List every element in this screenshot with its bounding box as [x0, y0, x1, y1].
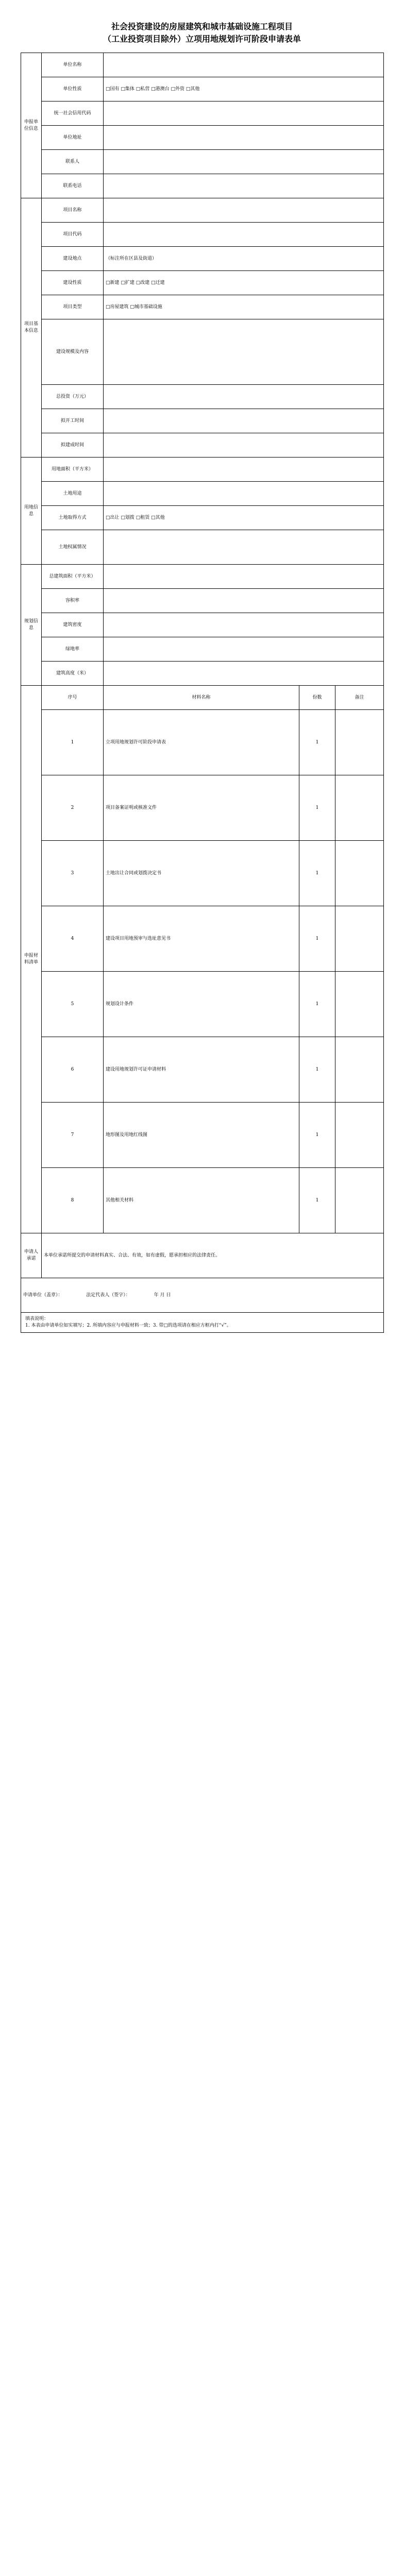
material-note[interactable] — [335, 1103, 384, 1168]
unit-field-label: 单位名称 — [42, 53, 104, 77]
applicant-seal-label: 申请单位（盖章）： — [23, 1292, 63, 1298]
materials-group: 申报材料清单 — [21, 686, 42, 1233]
material-no: 2 — [42, 775, 104, 841]
material-note[interactable] — [335, 710, 384, 775]
material-name: 其他相关材料 — [104, 1168, 299, 1233]
project-field-label: 项目名称 — [42, 198, 104, 223]
land-field-value[interactable] — [104, 482, 384, 506]
material-no: 4 — [42, 906, 104, 972]
land-field-label: 土地权属情况 — [42, 530, 104, 565]
materials-header-name: 材料名称 — [104, 686, 299, 710]
land-field-value[interactable]: □出让 □划拨 □租赁 □其他 — [104, 506, 384, 530]
plan-field-label: 容积率 — [42, 589, 104, 613]
land-field-value[interactable] — [104, 530, 384, 565]
materials-header-no: 序号 — [42, 686, 104, 710]
material-copies: 1 — [299, 775, 335, 841]
application-table — [21, 53, 384, 1333]
plan-field-label: 绿地率 — [42, 637, 104, 662]
project-field-value[interactable] — [104, 223, 384, 247]
project-field-value[interactable] — [104, 409, 384, 433]
material-copies: 1 — [299, 841, 335, 906]
table-row — [21, 906, 384, 972]
form-title — [21, 21, 383, 45]
title-line-1: 社会投资建设的房屋建筑和城市基础设施工程项目 — [111, 22, 293, 31]
unit-field-label: 单位地址 — [42, 126, 104, 150]
unit-field-label: 统一社会信用代码 — [42, 101, 104, 126]
material-no: 1 — [42, 710, 104, 775]
table-row — [21, 775, 384, 841]
project-field-label: 项目类型 — [42, 295, 104, 319]
material-no: 5 — [42, 972, 104, 1037]
material-no: 7 — [42, 1103, 104, 1168]
unit-field-value[interactable] — [104, 101, 384, 126]
material-name: 土地出让合同或划拨决定书 — [104, 841, 299, 906]
unit-field-value[interactable]: □国有 □集体 □私营 □港澳台 □外资 □其他 — [104, 77, 384, 101]
project-field-value[interactable]: （标注所在区县及街道） — [104, 247, 384, 271]
commitment-group: 申请人承诺 — [21, 1233, 42, 1278]
material-name: 地形图及用地红线图 — [104, 1103, 299, 1168]
project-field-value[interactable]: □房屋建筑 □城市基础设施 — [104, 295, 384, 319]
material-note[interactable] — [335, 1168, 384, 1233]
material-name: 项目备案证明或核准文件 — [104, 775, 299, 841]
plan-field-label: 建筑高度（米） — [42, 662, 104, 686]
project-field-label: 拟建成时间 — [42, 433, 104, 457]
project-field-value[interactable] — [104, 319, 384, 385]
project-field-label: 项目代码 — [42, 223, 104, 247]
material-copies: 1 — [299, 710, 335, 775]
unit-field-value[interactable] — [104, 150, 384, 174]
table-row — [21, 972, 384, 1037]
table-row — [21, 1168, 384, 1233]
project-field-label: 建设性质 — [42, 271, 104, 295]
legal-rep-label: 法定代表人（签字）： — [86, 1292, 130, 1298]
signature-row — [21, 1278, 384, 1313]
table-row — [21, 1037, 384, 1103]
plan-field-label: 总建筑面积（平方米） — [42, 565, 104, 589]
material-note[interactable] — [335, 1037, 384, 1103]
project-field-value[interactable] — [104, 433, 384, 457]
materials-header-copies: 份数 — [299, 686, 335, 710]
unit-field-label: 联系人 — [42, 150, 104, 174]
materials-header-note: 备注 — [335, 686, 384, 710]
material-no: 8 — [42, 1168, 104, 1233]
material-copies: 1 — [299, 906, 335, 972]
plan-field-value[interactable] — [104, 637, 384, 662]
plan-field-value[interactable] — [104, 613, 384, 637]
material-name: 建设用地规划许可证申请材料 — [104, 1037, 299, 1103]
land-field-label: 用地面积（平方米） — [42, 457, 104, 482]
title-line-2: （工业投资项目除外）立项用地规划许可阶段申请表单 — [103, 34, 301, 44]
land-field-label: 土地取得方式 — [42, 506, 104, 530]
material-no: 3 — [42, 841, 104, 906]
land-field-label: 土地用途 — [42, 482, 104, 506]
project-group: 项目基本信息 — [21, 198, 42, 457]
project-field-label: 拟开工时间 — [42, 409, 104, 433]
material-note[interactable] — [335, 775, 384, 841]
unit-field-value[interactable] — [104, 174, 384, 198]
commitment-text: 本单位承诺所提交的申请材料真实、合法、有效，如有虚假，愿承担相应的法律责任。 — [42, 1233, 384, 1278]
sign-date: 年 月 日 — [154, 1292, 171, 1298]
plan-field-value[interactable] — [104, 589, 384, 613]
unit-field-value[interactable] — [104, 53, 384, 77]
plan-field-value[interactable] — [104, 662, 384, 686]
material-copies: 1 — [299, 972, 335, 1037]
material-note[interactable] — [335, 841, 384, 906]
material-note[interactable] — [335, 972, 384, 1037]
notes-title: 填表说明： — [25, 1316, 49, 1321]
plan-field-value[interactable] — [104, 565, 384, 589]
unit-field-label: 单位性质 — [42, 77, 104, 101]
project-field-label: 总投资（万元） — [42, 385, 104, 409]
project-field-value[interactable]: □新建 □扩建 □改建 □迁建 — [104, 271, 384, 295]
table-row — [21, 1103, 384, 1168]
material-copies: 1 — [299, 1037, 335, 1103]
material-name: 建设项目用地预审与选址意见书 — [104, 906, 299, 972]
land-field-value[interactable] — [104, 457, 384, 482]
plan-field-label: 建筑密度 — [42, 613, 104, 637]
material-name: 规划设计条件 — [104, 972, 299, 1037]
project-field-label: 建设地点 — [42, 247, 104, 271]
project-field-value[interactable] — [104, 198, 384, 223]
table-row — [21, 710, 384, 775]
material-no: 6 — [42, 1037, 104, 1103]
project-field-label: 建设规模及内容 — [42, 319, 104, 385]
plan-group: 规划信息 — [21, 565, 42, 686]
project-field-value[interactable] — [104, 385, 384, 409]
unit-field-value[interactable] — [104, 126, 384, 150]
material-name: 立项用地规划许可阶段申请表 — [104, 710, 299, 775]
material-copies: 1 — [299, 1103, 335, 1168]
notes-text: 1. 本表由申请单位如实填写；2. 所填内容应与申报材料一致；3. 带□的选项请在相应方框内打“√”。 — [25, 1323, 231, 1328]
material-note[interactable] — [335, 906, 384, 972]
land-group: 用地信息 — [21, 457, 42, 565]
unit-group: 申报单位信息 — [21, 53, 42, 198]
material-copies: 1 — [299, 1168, 335, 1233]
notes-cell — [21, 1313, 384, 1333]
unit-field-label: 联系电话 — [42, 174, 104, 198]
form-page — [21, 21, 383, 1333]
table-row — [21, 841, 384, 906]
